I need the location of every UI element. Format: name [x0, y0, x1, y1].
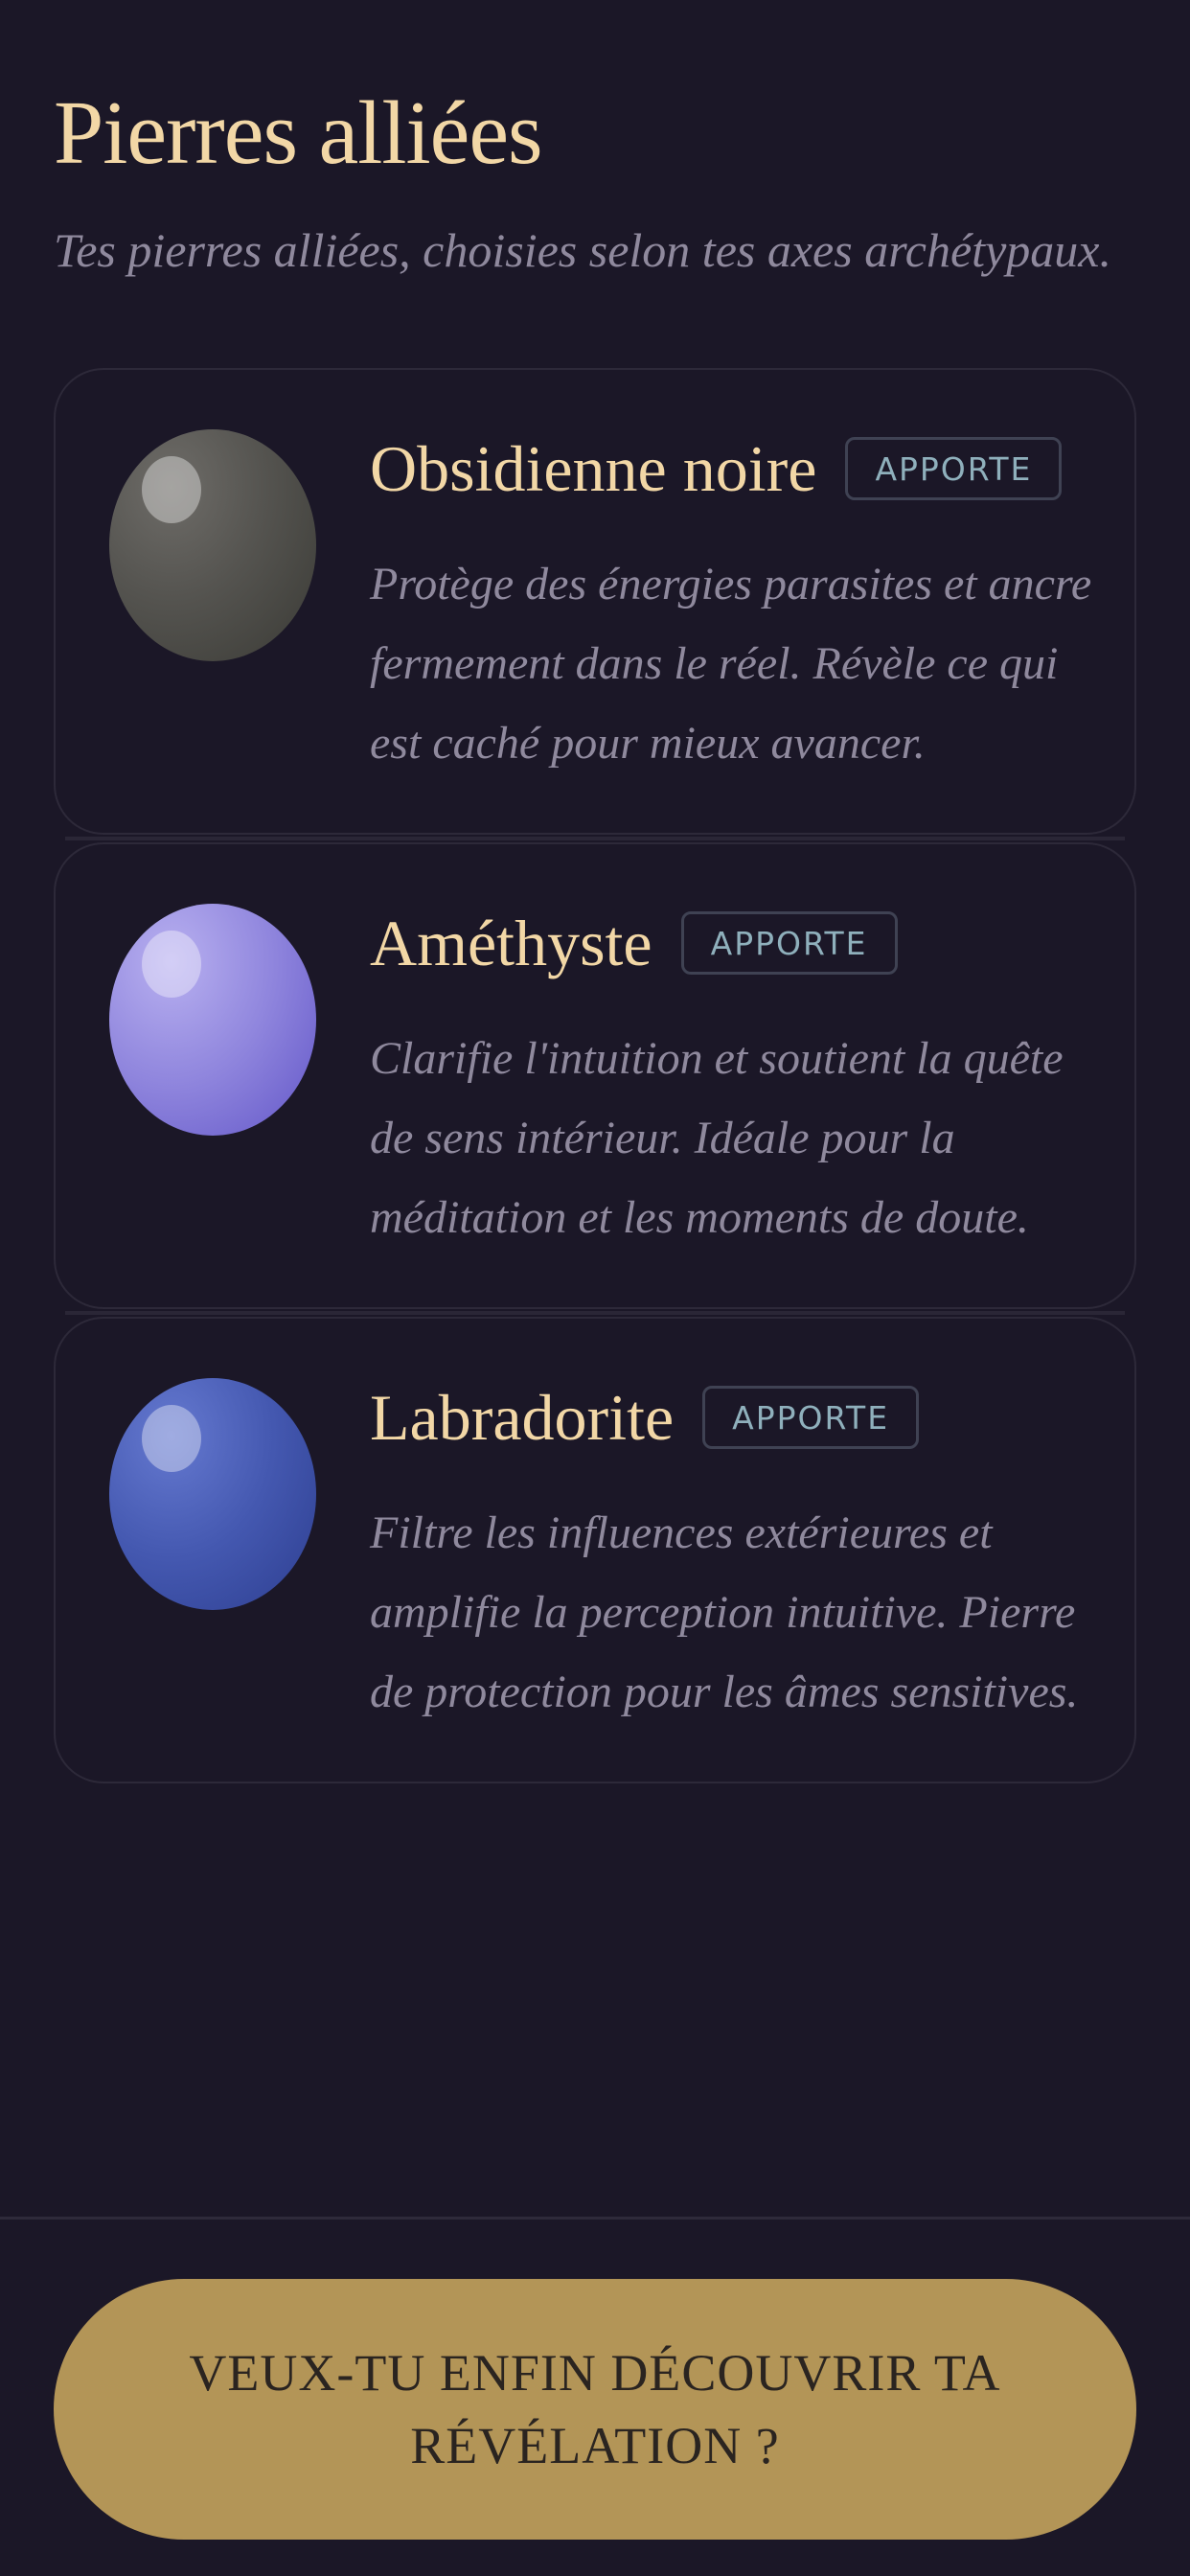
stone-description: Clarifie l'intuition et soutient la quête de sens intérieur. Idéale pour la méditation et les moments de doute. — [370, 1033, 1064, 1243]
stone-list — [54, 368, 1136, 1791]
labradorite-gem-icon — [109, 1378, 316, 1610]
amethyst-gem-icon — [109, 904, 316, 1136]
stone-name: Obsidienne noire — [370, 432, 817, 505]
stone-description: Filtre les influences extérieures et amplifie la perception intuitive. Pierre de protection pour les âmes sensitives. — [370, 1507, 1079, 1717]
stone-badge: APPORTE — [845, 437, 1062, 500]
stone-card-obsidienne — [54, 368, 1136, 835]
gem-highlight — [142, 1405, 201, 1472]
stone-header — [370, 1381, 919, 1454]
page-subtitle: Tes pierres alliées, choisies selon tes axes archétypaux. — [54, 223, 1111, 277]
stone-header — [370, 909, 898, 977]
stone-name: Labradorite — [370, 1381, 675, 1454]
stone-card-labradorite — [54, 1317, 1136, 1783]
footer-divider — [0, 2217, 1190, 2220]
card-divider — [65, 837, 1125, 840]
stone-description: Protège des énergies parasites et ancre fermement dans le réel. Révèle ce qui est caché pour mieux avancer. — [370, 559, 1092, 769]
gem-highlight — [142, 931, 201, 998]
gem-highlight — [142, 456, 201, 523]
stone-header — [370, 432, 1062, 505]
stone-card-amethyste — [54, 842, 1136, 1309]
reveal-cta-button[interactable]: VEUX-TU ENFIN DÉCOUVRIR TA RÉVÉLATION ? — [54, 2279, 1136, 2540]
stone-badge: APPORTE — [702, 1386, 919, 1449]
card-divider — [65, 1311, 1125, 1315]
stone-name: Améthyste — [370, 907, 652, 979]
obsidian-gem-icon — [109, 429, 316, 661]
page-title: Pierres alliées — [54, 83, 542, 183]
stone-badge: APPORTE — [681, 911, 898, 975]
